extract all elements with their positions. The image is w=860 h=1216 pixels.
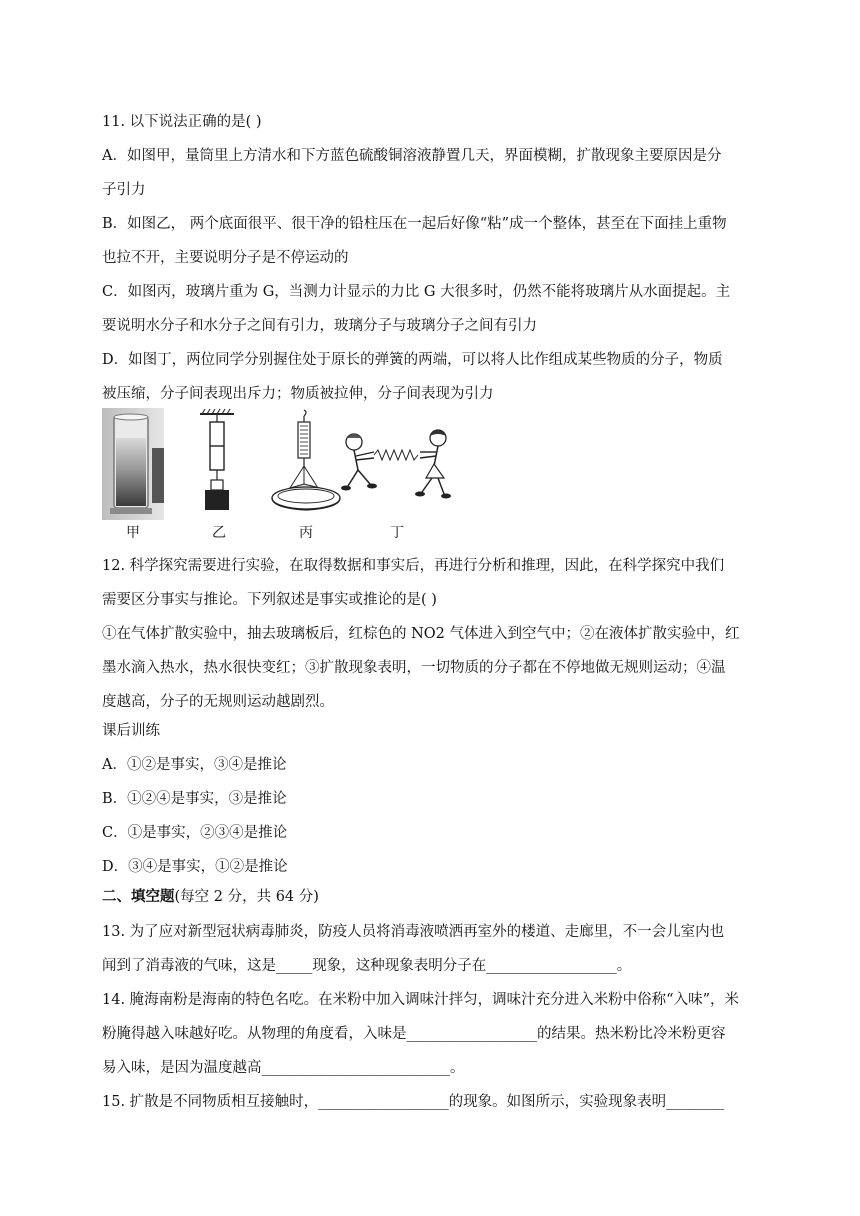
q11-option-a: A．如图甲，量筒里上方清水和下方蓝色硫酸铜溶液静置几天，界面模糊，扩散现象主要原因是分 — [102, 148, 722, 164]
q12-option-d: D．③④是事实，①②是推论 — [102, 859, 288, 875]
q12-option-a: A．①②是事实，③④是推论 — [102, 757, 287, 773]
q12-statement-3: 度越高，分子的无规则运动越剧烈。 — [102, 694, 334, 710]
q13-line-1: 13. 为了应对新型冠状病毒肺炎，防疫人员将消毒液喷洒再室外的楼道、走廊里，不一会儿室内也 — [102, 924, 725, 940]
q12-note: 课后训练 — [102, 723, 160, 739]
q11-option-c: C．如图丙，玻璃片重为 G，当测力计显示的力比 G 大很多时，仍然不能将玻璃片从水面提起。主 — [102, 284, 731, 300]
q12-statement-2: 墨水滴入热水，热水很快变红；③扩散现象表明，一切物质的分子都在不停地做无规则运动；④温 — [102, 660, 726, 676]
q11-figures — [102, 408, 462, 543]
q14-line-3: 易入味，是因为温度越高__________________________。 — [102, 1060, 465, 1076]
figure-label-ding: 丁 — [390, 525, 404, 541]
q15-line-1: 15. 扩散是不同物质相互接触时，__________________的现象。如图所示，实验现象表明________ — [102, 1094, 725, 1110]
q11-stem: 11. 以下说法正确的是( ) — [102, 114, 262, 130]
q11-option-d: D．如图丁，两位同学分别握住处于原长的弹簧的两端，可以将人比作组成某些物质的分子，物质 — [102, 352, 723, 368]
q14-line-1: 14. 腌海南粉是海南的特色名吃。在米粉中加入调味汁拌匀，调味汁充分进入米粉中俗称“入味”，米 — [102, 992, 739, 1008]
q12-statement-1: ①在气体扩散实验中，抽去玻璃板后，红棕色的 NO2 气体进入到空气中；②在液体扩散实验中，红 — [102, 626, 740, 642]
figure-label-jia: 甲 — [126, 525, 140, 541]
q14-line-2: 粉腌得越入味越好吃。从物理的角度看，入味是__________________的结果。热米粉比冷米粉更容 — [102, 1026, 726, 1042]
figure-label-bing: 丙 — [299, 525, 313, 541]
q11-option-d-cont: 被压缩，分子间表现出斥力；物质被拉伸，分子间表现为引力 — [102, 386, 494, 402]
q11-option-a-cont: 子引力 — [102, 182, 146, 198]
q11-option-b-cont: 也拉不开，主要说明分子是不停运动的 — [102, 250, 349, 266]
figure-jia-cylinder — [102, 408, 164, 520]
figure-label-yi: 乙 — [212, 525, 226, 541]
q11-option-b: B．如图乙， 两个底面很平、很干净的铅柱压在一起后好像“粘”成一个整体，甚至在下面挂上重物 — [102, 216, 727, 232]
q12-option-b: B．①②④是事实，③是推论 — [102, 791, 287, 807]
section-title: 二、填空题 — [102, 888, 175, 905]
q11-option-c-cont: 要说明水分子和水分子之间有引力，玻璃分子与玻璃分子之间有引力 — [102, 318, 537, 334]
q12-option-c: C．①是事实，②③④是推论 — [102, 825, 288, 841]
q12-stem-cont: 需要区分事实与推论。下列叙述是事实或推论的是( ) — [102, 592, 437, 608]
q12-stem: 12. 科学探究需要进行实验，在取得数据和事实后，再进行分析和推理，因此，在科学探究中我们 — [102, 558, 725, 574]
section-heading — [102, 887, 762, 907]
figure-yi-lead-cylinders — [194, 408, 244, 520]
q13-line-2: 闻到了消毒液的气味，这是_____现象，这种现象表明分子在__________________。 — [102, 958, 632, 974]
figure-ding-kids-spring — [334, 408, 462, 520]
section-note: (每空 2 分，共 64 分) — [174, 889, 319, 905]
